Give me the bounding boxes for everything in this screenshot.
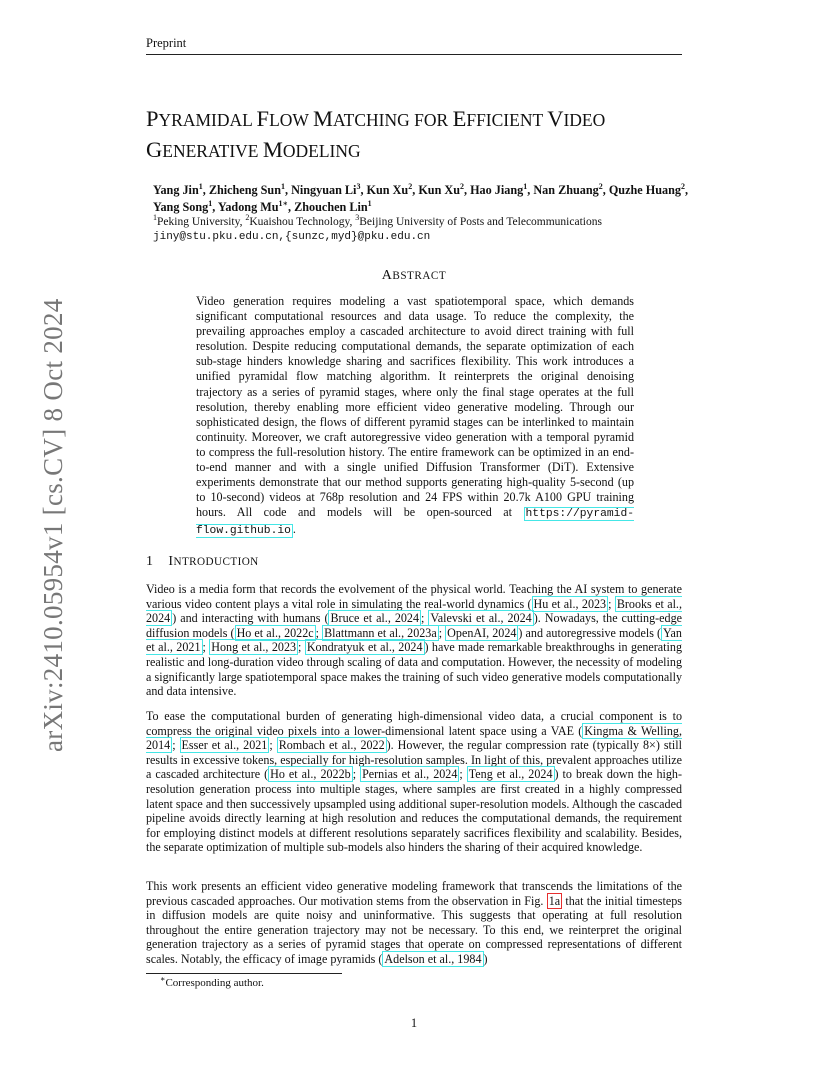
citation-link[interactable]: Hu et al., 2023 — [533, 596, 607, 611]
footnote: ∗Corresponding author. — [160, 974, 264, 989]
author-list: Yang Jin$^1$, Zhicheng Sun$^1$, Ningyuan Li$^3$, Kun Xu$^2$, Kun Xu$^2$, Hao Jiang$^1$, Nan Zhuang$^2$, Quzhe Huang$^2$, Yang Song$^1$, Yadong $Mu^{1∗}$, Zhouchen Lin$^1$ — [153, 181, 688, 214]
footnote-rule — [146, 973, 342, 974]
page-number: 1 — [410, 1016, 418, 1030]
arxiv-watermark: arXiv:2410.05954v1 [cs.CV] 8 Oct 2024 — [38, 298, 68, 752]
project-url-link[interactable]: https://pyramid-flow.github.io — [196, 508, 634, 538]
author-emails: jiny@stu.pku.edu.cn,{sunzc,myd}@pku.edu.cn — [153, 231, 431, 243]
author-name: Kun Xu — [366, 183, 409, 197]
author-name: Zhouchen Lin — [294, 199, 368, 214]
title-line-2: GENERATIVE MODELING — [146, 137, 361, 162]
author-name: Yang Song — [153, 199, 209, 214]
intro-paragraph-3: This work presents an efficient video generative modeling framework that transcends the limitations of the previous cascaded approaches. Our motivation stems from the observation in Fig. 1a that the initial timesteps in diffusion models are quite noisy and uninformative. This suggests that operating at full resolution throughout the entire generation trajectory may not be necessary. To this end, we reinterpret the original generation trajectory as a series of pyramid stages that operate on compressed representations of different scales. Notably, the efficacy of image pyramids ( Adelson et al., 1984 ) — [146, 879, 682, 966]
citation-link[interactable]: Pernias et al., 2024 — [362, 767, 458, 782]
intro-paragraph-2: To ease the computational burden of generating high-dimensional video data, a crucial component is to compress the original video pixels into a lower-dimensional latent space using a VAE ( Kingma & Welling, 2014 ; Esser et al., 2021 ; Rombach et al., 2022 ). However, the regular compression rate (typically 8×) still results in excessive tokens, especially for high-resolution samples. In light of this, prevalent approaches utilize a cascaded architecture ( Ho et al., 2022b ; Pernias et al., 2024 ; Teng et al., 2024 ) to break down the high-resolution generation process into multiple stages, where samples are first created in a highly compressed latent space and then successively upsampled using additional super-resolution models. Although the cascaded pipeline avoids directly learning at high resolution and reduces the computational demands, the requirement for employing distinct models at different resolutions separately sacrifices flexibility and scalability. Besides, the separate optimization of multiple sub-models also hinders the sharing of their acquired knowledge. — [146, 709, 683, 855]
citation-link[interactable]: Ho et al., 2022c — [236, 625, 314, 640]
running-header: Preprint — [146, 36, 682, 55]
citation-link[interactable]: Ho et al., 2022b — [270, 767, 351, 782]
abstract-text: Video generation requires modeling a vast spatiotemporal space, which demands significant computational resources and data usage. To reduce the complexity, the prevailing approaches employ a cascaded architecture to avoid direct training with full resolution. Despite reducing computational demands, the separate optimization of each sub-stage hinders knowledge sharing and sacrifices flexibility. This work introduces a unified pyramidal flow matching algorithm. It reinterprets the original denoising trajectory as a series of pyramid stages, where only the final stage operates at the full resolution, thereby enabling more efficient video generative modeling. Through our sophisticated design, the flows of different pyramid stages can be interlinked to maintain continuity. Moreover, we craft autoregressive video generation with a temporal pyramid to compress the full-resolution history. The entire framework can be optimized in an end-to-end manner and with a single unified Diffusion Transformer (DiT). Extensive experiments demonstrate that our method supports generating high-quality 5-second (up to 10-second) videos at 768p resolution and 24 FPS within 20.7k A100 GPU training hours. All code and models will be open-sourced at https://pyramid-flow.github.io . — [196, 294, 634, 538]
author-name: Nan Zhuang — [533, 183, 599, 197]
citation-link[interactable]: Bruce et al., 2024 — [330, 611, 420, 626]
author-name: Hao Jiang — [470, 183, 524, 197]
citation-link[interactable]: Esser et al., 2021 — [181, 738, 268, 753]
citation-link[interactable]: Hong et al., 2023 — [211, 640, 297, 655]
affiliations: $^1$Peking University, $^2$Kuaishou Technology, $^3$Beijing University of Posts and Telecommunications — [153, 213, 602, 228]
citation-link[interactable]: Rombach et al., 2022 — [278, 738, 385, 753]
author-name: Yang Jin — [153, 183, 199, 197]
abstract-heading: ABSTRACT — [381, 268, 447, 283]
citation-link[interactable]: Kondratyuk et al., 2024 — [306, 640, 423, 655]
author-name: Yadong Mu — [217, 199, 279, 214]
citation-link[interactable]: Adelson et al., 1984 — [384, 951, 482, 966]
citation-link[interactable]: OpenAI, 2024 — [447, 625, 517, 640]
section-heading: 1 INTRODUCTION — [146, 554, 259, 569]
citation-link[interactable]: Brooks et al., 2024 — [146, 596, 682, 626]
figure-reference-link[interactable]: 1a — [548, 893, 561, 908]
citation-link[interactable]: Blattmann et al., 2023a — [324, 625, 437, 640]
author-name: Kun Xu — [418, 183, 460, 197]
author-name: Zhicheng Sun — [208, 183, 281, 197]
author-name: Quzhe Huang — [608, 183, 681, 197]
author-name: Ningyuan Li — [291, 183, 357, 197]
intro-paragraph-1: Video is a media form that records the evolvement of the physical world. Teaching the AI system to generate various video content plays a vital role in simulating the real-world dynamics ( Hu et al., 2023 ; Brooks et al., 2024 ) and interacting with humans ( Bruce et al., 2024 ; Valevski et al., 2024 ). Nowadays, the cutting-edge diffusion models ( Ho et al., 2022c ; Blattmann et al., 2023a ; OpenAI, 2024 ) and autoregressive models ( Yan et al., 2021 ; Hong et al., 2023 ; Kondratyuk et al., 2024 ) have made remarkable breakthroughs in generating realistic and long-duration video through scaling of data and computation. However, the necessity of modeling a significantly large spatiotemporal space makes the training of such video generative models computationally and data intensive. — [146, 582, 682, 699]
citation-link[interactable]: Yan et al., 2021 — [146, 625, 682, 655]
citation-link[interactable]: Kingma & Welling, 2014 — [146, 723, 682, 753]
citation-link[interactable]: Teng et al., 2024 — [468, 767, 553, 782]
paper-title — [146, 104, 706, 166]
title-line-1: PYRAMIDAL FLOW MATCHING FOR EFFICIENT VIDEO — [146, 106, 606, 131]
citation-link[interactable]: Valevski et al., 2024 — [430, 611, 532, 626]
